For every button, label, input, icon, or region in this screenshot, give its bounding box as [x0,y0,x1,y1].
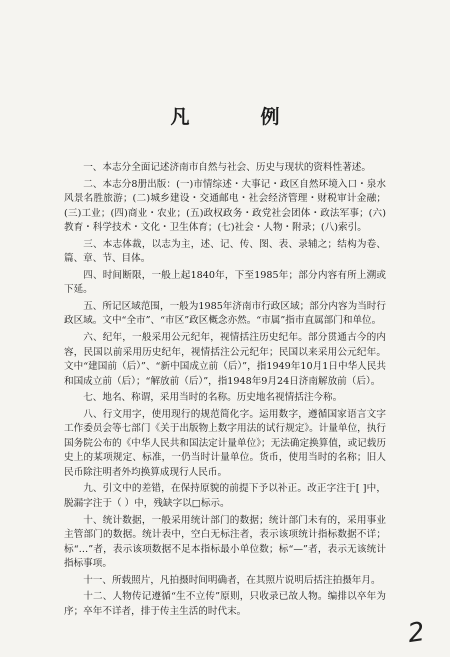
guideline-item: 三、本志体裁，以志为主，述、记、传、图、表、录辅之；结构为卷、篇、章、节、目体。 [64,238,386,265]
guideline-item: 一、本志分全面记述济南市自然与社会、历史与现状的资料性著述。 [83,162,371,173]
guideline-item: 八、行文用字，使用现行的规范简化字。运用数字，遵循国家语言文字工作委员会等七部门《关于出版物上数字用法的试行规定》。计量单位，执行国务院公布的《中华人民共和国法定计量单位》；无法确定换算值，或记载历史上的某项规定、标准，一仍当时计量单位。货币，使用当时的名称；旧人民币除注明者外均换算成现行人民币。 [64,408,386,478]
guideline-item: 十、统计数据，一般采用统计部门的数据；统计部门未有的，采用事业主管部门的数据。统计表中，空白无标注者，表示该项统计指标数据不详；标“…”者，表示该项数据不足本指标最小单位数；标“—”者，表示无该统计指标事项。 [64,514,386,570]
guideline-item: 六、纪年，一般采用公元纪年，视情括注历史纪年。部分贯通古今的内容，民国以前采用历史纪年，视情括注公元纪年；民国以来采用公元纪年。文中“建国前（后）”、“新中国成立前（后）”，指1949年10月1日中华人民共和国成立前（后）；“解放前（后）”，指1948年9月24日济南解放前（后）。 [64,332,386,387]
guideline-item: 五、所记区域范围，一般为1985年济南市行政区域；部分内容为当时行政区域。文中“全市”、“市区”政区概念亦然。“市属”指市直属部门和单位。 [64,300,386,327]
guideline-item: 七、地名、称谓，采用当时的名称。历史地名视情括注今称。 [83,392,343,404]
guideline-item: 四、时间断限，一般上起1840年，下至1985年；部分内容有所上溯或下延。 [64,269,386,296]
guideline-item: 十二、人物传记遵循“生不立传”原则，只收录已故人物。编排以卒年为序；卒年不详者，排于传主生活的时代末。 [64,591,386,617]
page-title: 凡 例 [170,106,306,128]
guideline-item: 二、本志分8册出版：(一)市情综述・大事记・政区自然环境入口・泉水风景名胜旅游；(二)城乡建设・交通邮电・社会经济管理・财税审计金融；(三)工业；(四)商业・农业；(五)政权政务・政党社会团体・政法军事；(六)教育・科学技术・文化・卫生体育；(七)社会・人物・附录；(八)索引。 [64,178,386,234]
guideline-item: 十一、所载照片，凡拍摄时间明确者，在其照片说明后括注拍摄年月。 [83,574,381,586]
guidelines-body [64,161,386,621]
handwritten-page-number: 2 [405,616,427,650]
guideline-item: 九、引文中的差错，在保持原貌的前提下予以补正。改正字注于[ ]中，脱漏字注于（ ）中，残缺字以□标示。 [64,483,386,510]
